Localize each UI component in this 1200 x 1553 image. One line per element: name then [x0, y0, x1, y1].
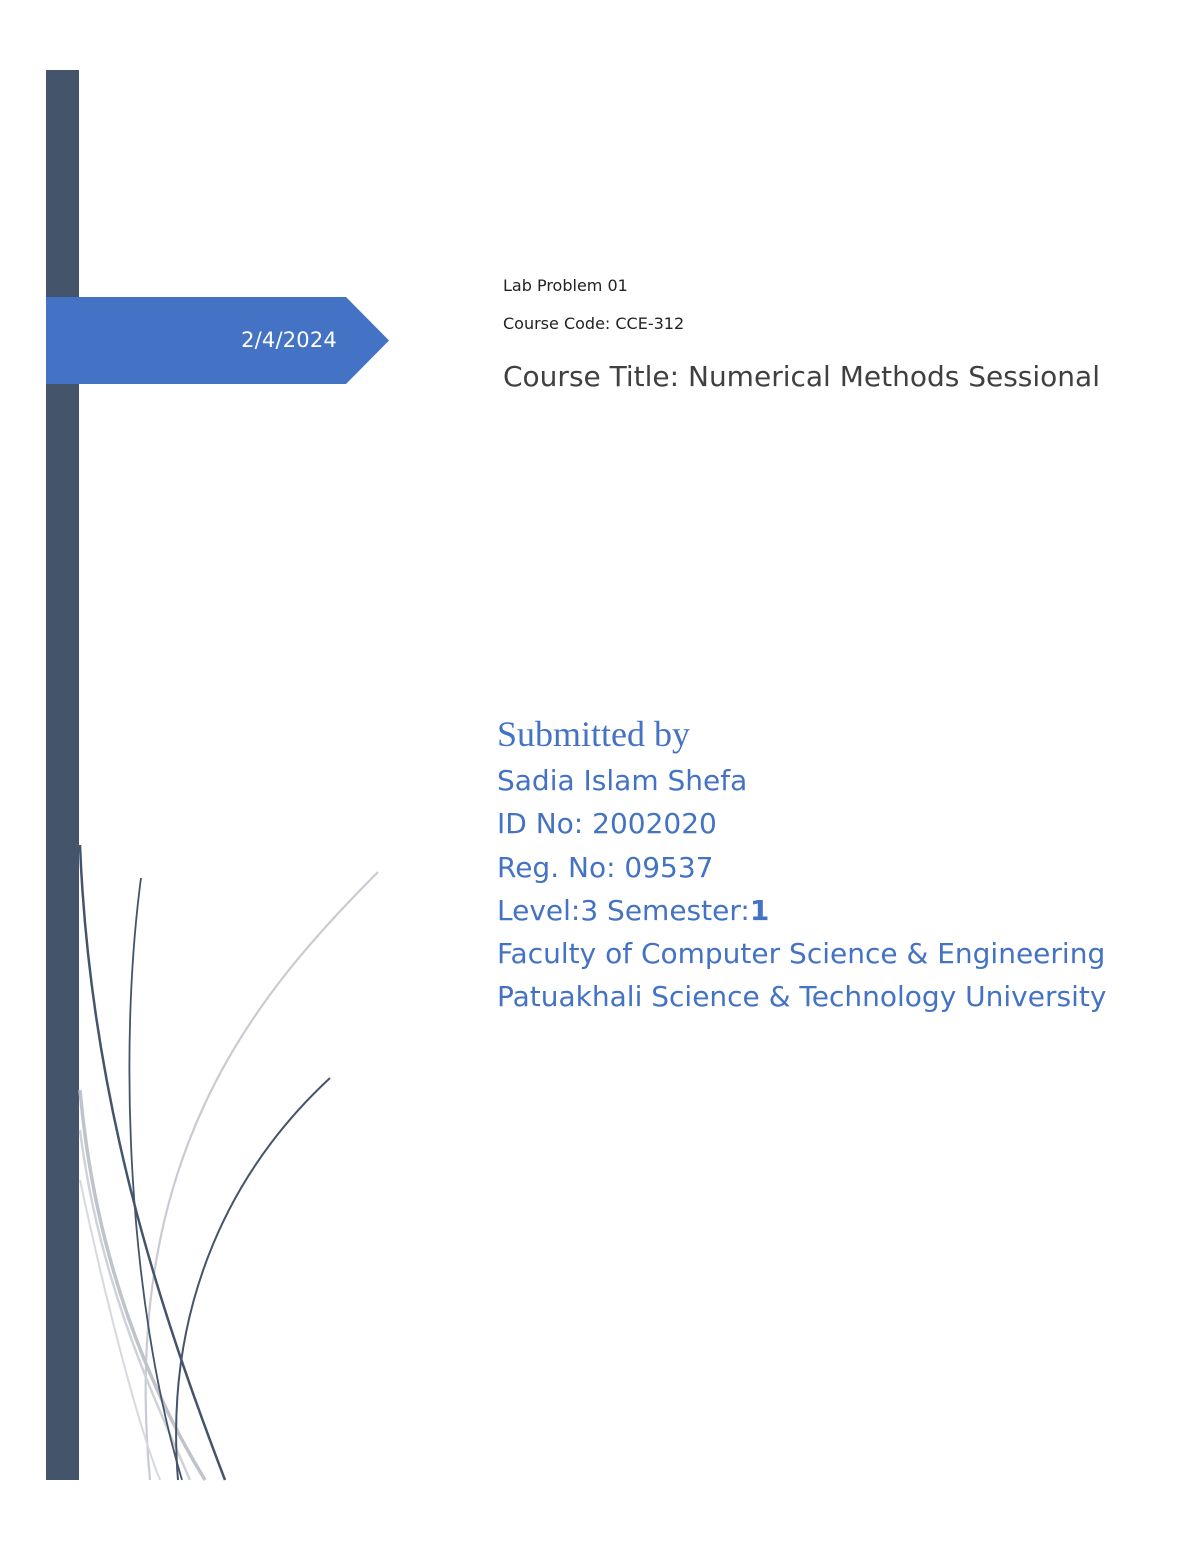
submitter-level-semester — [497, 889, 1106, 932]
swirl-dark-1 — [80, 845, 225, 1480]
submitter-university: Patuakhali Science & Technology University — [497, 980, 1107, 1014]
submitter-name: Sadia Islam Shefa — [497, 764, 748, 797]
swirl-dark-3 — [176, 1078, 330, 1480]
cover-date: 2/4/2024 — [241, 328, 337, 352]
submitter-info — [497, 759, 1106, 1019]
submitter-reg: Reg. No: 09537 — [497, 850, 714, 884]
level-semester-text: Level:3 Semester: — [497, 893, 750, 927]
swirl-light-3 — [80, 1130, 190, 1480]
submitter-faculty: Faculty of Computer Science & Engineering — [497, 937, 1106, 971]
date-banner-shape — [46, 297, 389, 384]
semester-number: 1 — [749, 893, 770, 927]
decorative-swirls — [0, 830, 400, 1490]
swirl-light-1 — [146, 872, 378, 1480]
submitter-id: ID No: 2002020 — [497, 807, 717, 841]
date-banner — [46, 297, 389, 384]
course-title: Course Title: Numerical Methods Sessional — [503, 360, 1100, 393]
lab-problem-label: Lab Problem 01 — [503, 276, 628, 295]
course-code-label: Course Code: CCE-312 — [503, 314, 685, 333]
submitted-by-heading: Submitted by — [497, 714, 691, 754]
